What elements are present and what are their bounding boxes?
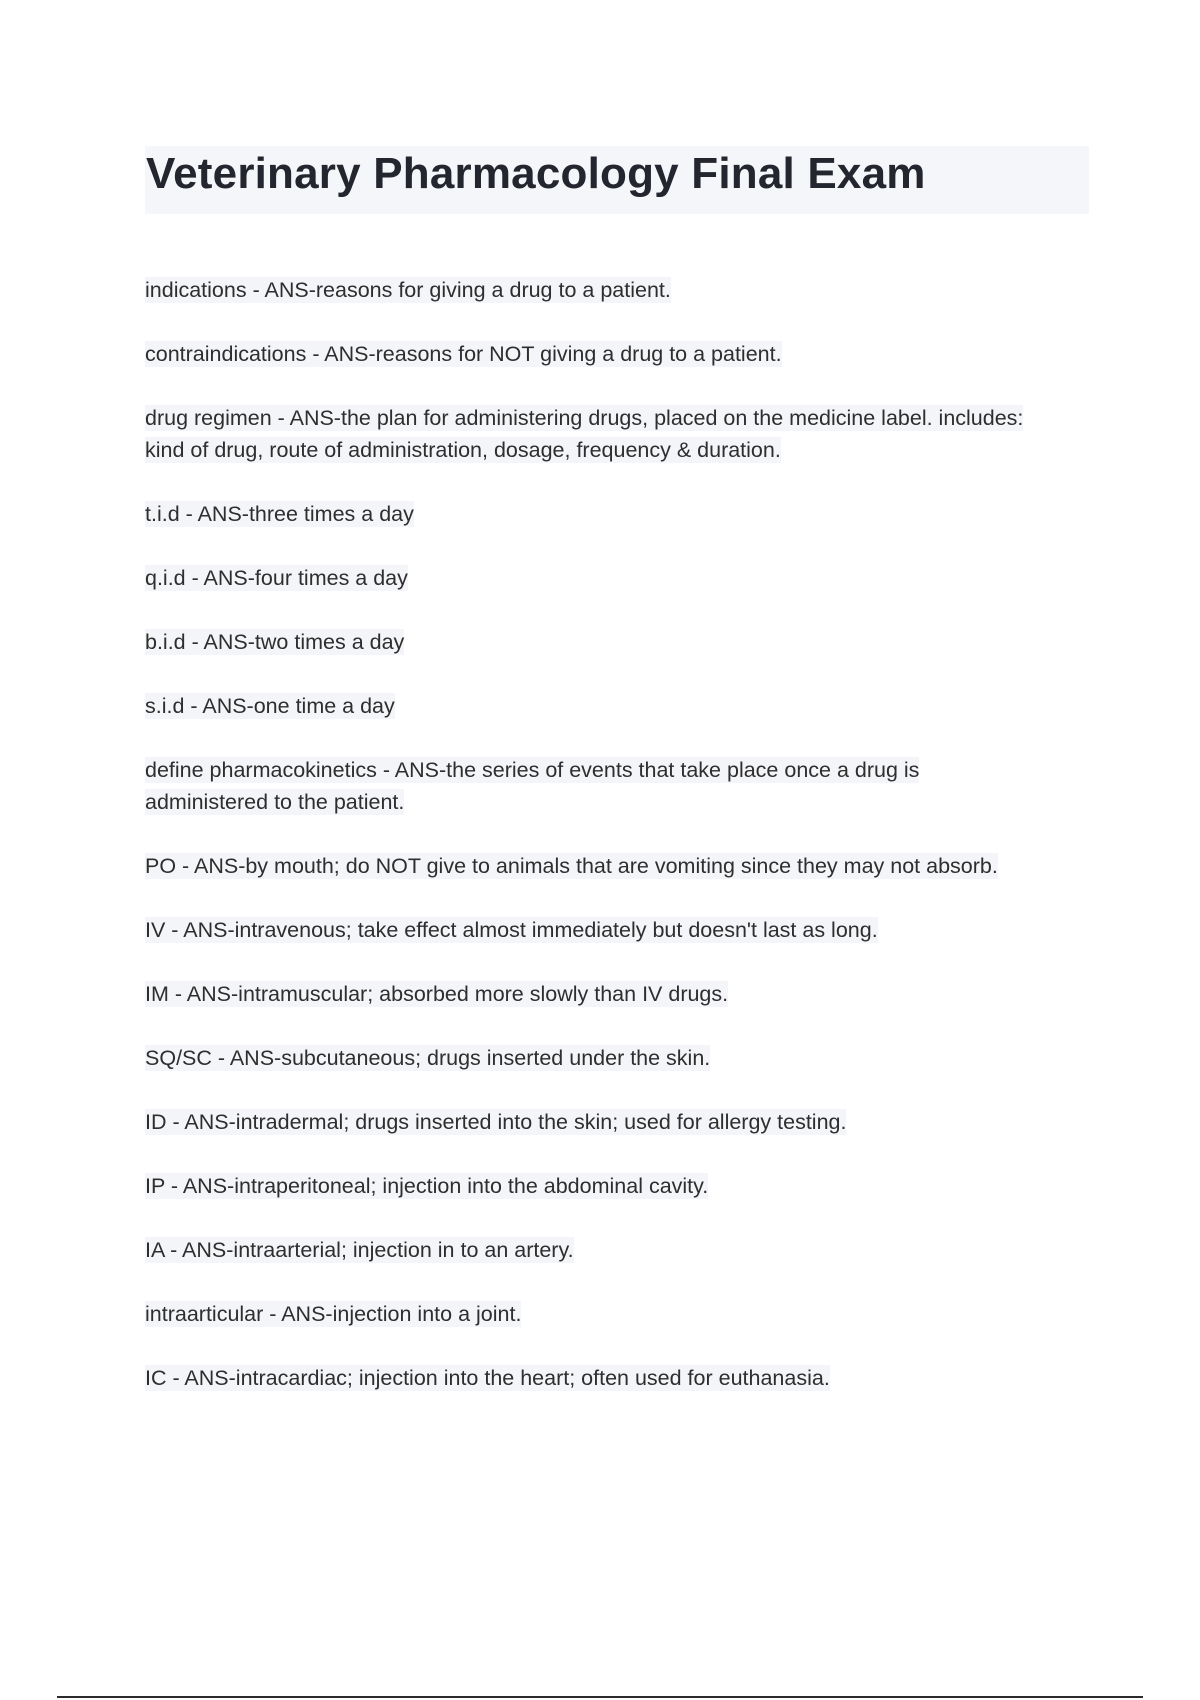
list-item bbox=[145, 626, 1045, 658]
item-text: PO - ANS-by mouth; do NOT give to animals that are vomiting since they may not absorb. bbox=[145, 854, 998, 878]
item-text: intraarticular - ANS-injection into a joint. bbox=[145, 1302, 522, 1326]
item-text: s.i.d - ANS-one time a day bbox=[145, 694, 395, 718]
list-item bbox=[145, 754, 1045, 818]
item-text: IV - ANS-intravenous; take effect almost immediately but doesn't last as long. bbox=[145, 918, 878, 942]
list-item bbox=[145, 1362, 1045, 1394]
list-item bbox=[145, 978, 1045, 1010]
item-text: IP - ANS-intraperitoneal; injection into the abdominal cavity. bbox=[145, 1174, 709, 1198]
item-text: SQ/SC - ANS-subcutaneous; drugs inserted under the skin. bbox=[145, 1046, 711, 1070]
item-text: IC - ANS-intracardiac; injection into the heart; often used for euthanasia. bbox=[145, 1366, 830, 1390]
list-item bbox=[145, 1298, 1045, 1330]
item-text: define pharmacokinetics - ANS-the series of events that take place once a drug is administered to the patient. bbox=[145, 758, 920, 814]
item-text: indications - ANS-reasons for giving a drug to a patient. bbox=[145, 278, 671, 302]
list-item bbox=[145, 1170, 1045, 1202]
list-item bbox=[145, 850, 1045, 882]
item-text: IA - ANS-intraarterial; injection in to an artery. bbox=[145, 1238, 574, 1262]
list-item bbox=[145, 1106, 1045, 1138]
list-item bbox=[145, 1234, 1045, 1266]
flashcard-list bbox=[145, 274, 1045, 1426]
list-item bbox=[145, 914, 1045, 946]
page-bottom-divider bbox=[57, 1696, 1143, 1698]
list-item bbox=[145, 562, 1045, 594]
list-item bbox=[145, 402, 1045, 466]
list-item bbox=[145, 1042, 1045, 1074]
list-item bbox=[145, 690, 1045, 722]
item-text: IM - ANS-intramuscular; absorbed more slowly than IV drugs. bbox=[145, 982, 729, 1006]
list-item bbox=[145, 498, 1045, 530]
page-title: Veterinary Pharmacology Final Exam bbox=[146, 149, 926, 198]
item-text: ID - ANS-intradermal; drugs inserted into the skin; used for allergy testing. bbox=[145, 1110, 847, 1134]
item-text: contraindications - ANS-reasons for NOT giving a drug to a patient. bbox=[145, 342, 782, 366]
item-text: b.i.d - ANS-two times a day bbox=[145, 630, 405, 654]
list-item bbox=[145, 338, 1045, 370]
item-text: t.i.d - ANS-three times a day bbox=[145, 502, 414, 526]
item-text: q.i.d - ANS-four times a day bbox=[145, 566, 408, 590]
item-text: drug regimen - ANS-the plan for administering drugs, placed on the medicine label. includes: kind of drug, route of administration, dosage, frequency & duration. bbox=[145, 406, 1024, 462]
list-item bbox=[145, 274, 1045, 306]
